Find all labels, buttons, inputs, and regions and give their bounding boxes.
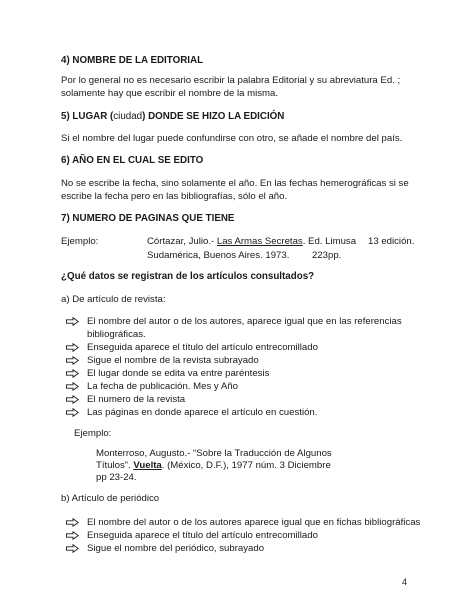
- arrow-outline-right-icon: [66, 544, 80, 554]
- list-item-text: Sigue el nombre de la revista subrayado: [87, 355, 259, 366]
- paragraph-lugar: Si el nombre del lugar puede confundirse con otro, se añade el nombre del país.: [61, 133, 403, 144]
- example-libro-line1: [147, 236, 356, 249]
- example-revista-line1: Monterroso, Augusto.- “Sobre la Traducción de Algunos: [96, 448, 332, 459]
- heading-question: ¿Qué datos se registran de los artículos consultados?: [61, 271, 315, 282]
- example-revista-details: . (México, D.F.), 1977 núm. 3 Diciembre: [161, 460, 331, 471]
- list-item-text: Enseguida aparece el título del artículo entrecomillado: [87, 530, 318, 541]
- example-libro-pages: 223pp.: [312, 250, 342, 261]
- label-periodico: b) Artículo de periódico: [61, 493, 160, 504]
- heading-lugar-part1: 5) LUGAR (: [61, 111, 114, 122]
- example-label-libro: Ejemplo:: [61, 236, 99, 247]
- arrow-outline-right-icon: [66, 317, 80, 327]
- heading-editorial: 4) NOMBRE DE LA EDITORIAL: [61, 55, 204, 66]
- example-revista-line2: [96, 460, 331, 473]
- example-label-revista: Ejemplo:: [74, 428, 112, 439]
- example-revista-title-end: Títulos”.: [96, 460, 134, 471]
- heading-lugar: [61, 111, 284, 124]
- paragraph-editorial: Por lo general no es necesario escribir la palabra Editorial y su abreviatura Ed. ; solamente hay que escribir el nombre de la misma.: [61, 75, 401, 99]
- list-item-text-cont: bibliográficas.: [87, 329, 146, 340]
- arrow-outline-right-icon: [66, 518, 80, 528]
- example-libro-line2: Sudamérica, Buenos Aires. 1973.: [147, 250, 290, 261]
- example-revista-magazine: Vuelta: [133, 460, 162, 471]
- example-libro-title: Las Armas Secretas: [216, 236, 303, 247]
- example-libro-publisher: . Ed. Limusa: [302, 236, 357, 247]
- page-number: 4: [402, 577, 408, 587]
- heading-paginas: 7) NUMERO DE PAGINAS QUE TIENE: [61, 213, 235, 224]
- list-item-text: Enseguida aparece el título del artículo entrecomillado: [87, 342, 318, 353]
- arrow-outline-right-icon: [66, 369, 80, 379]
- list-item-text: El nombre del autor o de los autores, aparece igual que en las referencias: [87, 316, 402, 327]
- list-item-text: Sigue el nombre del periódico, subrayado: [87, 543, 265, 554]
- example-libro-author: Córtazar, Julio.-: [147, 236, 217, 247]
- arrow-outline-right-icon: [66, 408, 80, 418]
- list-item-text: Las páginas en donde aparece el artículo en cuestión.: [87, 407, 318, 418]
- list-item-text: El numero de la revista: [87, 394, 186, 405]
- arrow-outline-right-icon: [66, 395, 80, 405]
- paragraph-anio: No se escribe la fecha, sino solamente el año. En las fechas hemerográficas si se escribe la fecha pero en las bibliografías, sólo el año.: [61, 178, 409, 202]
- list-item-text: El nombre del autor o de los autores aparece igual que en fichas bibliográficas: [87, 517, 421, 528]
- arrow-outline-right-icon: [66, 531, 80, 541]
- list-item-text: El lugar donde se edita va entre paréntesis: [87, 368, 270, 379]
- example-libro-edition: 13 edición.: [368, 236, 415, 247]
- list-item-text: La fecha de publicación. Mes y Año: [87, 381, 238, 392]
- heading-lugar-part3: ) DONDE SE HIZO LA EDICIÓN: [142, 111, 285, 122]
- heading-anio: 6) AÑO EN EL CUAL SE EDITO: [61, 155, 204, 166]
- arrow-outline-right-icon: [66, 356, 80, 366]
- heading-lugar-part2: ciudad: [113, 111, 143, 122]
- arrow-outline-right-icon: [66, 382, 80, 392]
- arrow-outline-right-icon: [66, 343, 80, 353]
- example-revista-line3: pp 23-24.: [96, 472, 137, 483]
- label-revista: a) De artículo de revista:: [61, 294, 166, 305]
